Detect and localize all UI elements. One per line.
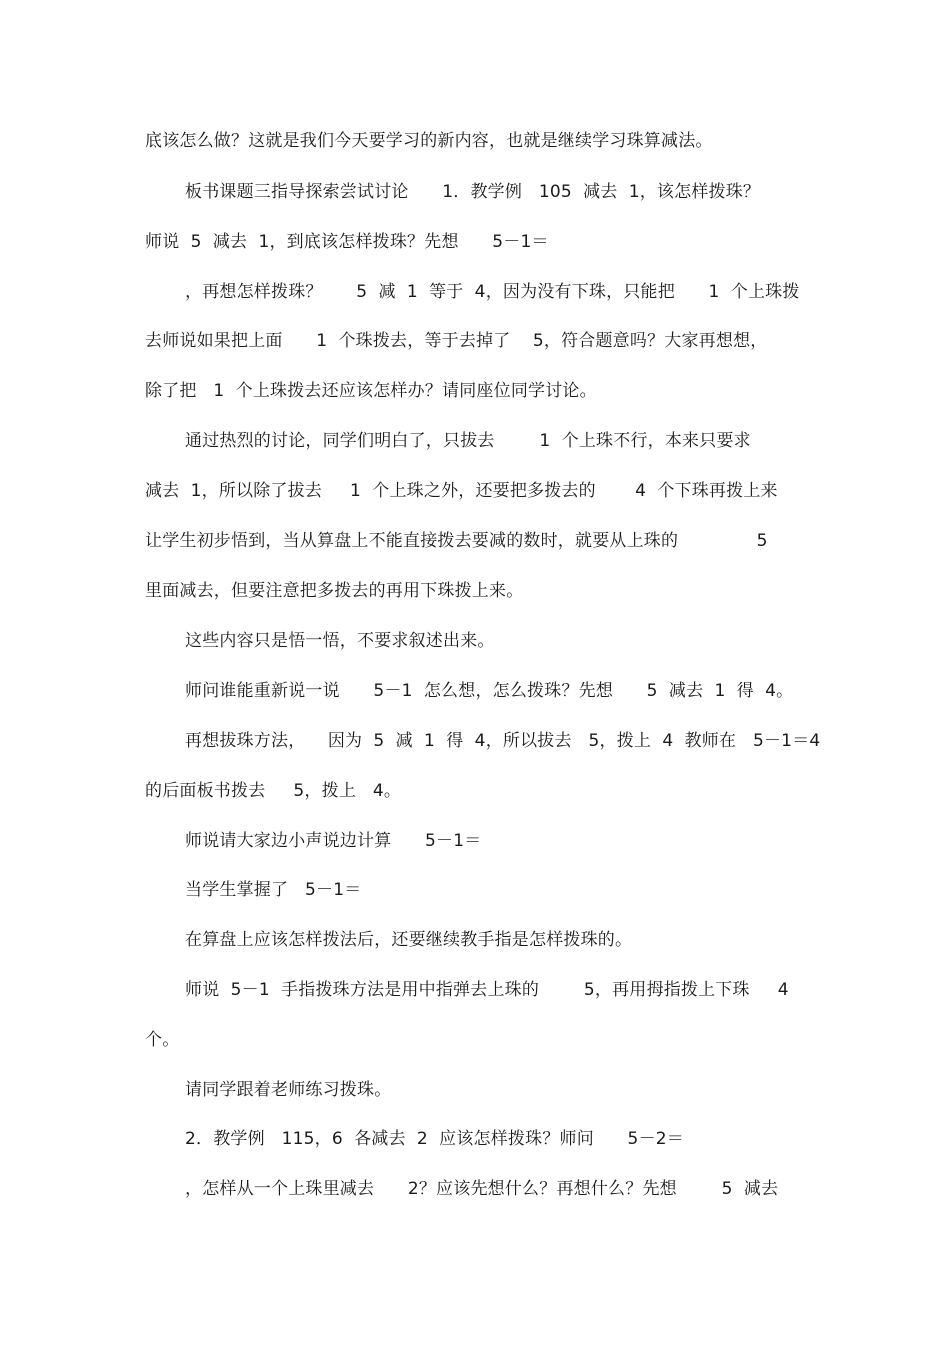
text-line-16: 当学生掌握了 5－1＝	[185, 880, 362, 900]
text-line-18: 师说 5－1 手指拨珠方法是用中指弹去上珠的 5，再用拇指拨上下珠 4	[185, 980, 789, 1000]
text-line-22: ，怎样从一个上珠里减去 2？应该先想什么？再想什么？先想 5 减去	[185, 1179, 779, 1199]
text-line-2: 板书课题三指导探索尝试讨论 1．教学例 105 减去 1，该怎样拨珠？	[185, 182, 761, 202]
text-line-5: 去师说如果把上面 1 个珠拨去，等于去掉了 5，符合题意吗？大家再想想，	[145, 331, 768, 351]
text-line-4: ，再想怎样拨珠？ 5 减 1 等于 4，因为没有下珠，只能把 1 个上珠拨	[185, 282, 800, 302]
text-line-9: 让学生初步悟到，当从算盘上不能直接拨去要减的数时，就要从上珠的 5	[145, 531, 768, 551]
text-line-10: 里面减去，但要注意把多拨去的再用下珠拨上来。	[145, 581, 524, 601]
text-line-12: 师问谁能重新说一说 5－1 怎么想，怎么拨珠？先想 5 减去 1 得 4。	[185, 681, 794, 701]
text-line-19: 个。	[145, 1030, 180, 1050]
text-line-11: 这些内容只是悟一悟，不要求叙述出来。	[185, 631, 495, 651]
text-line-1: 底该怎么做？这就是我们今天要学习的新内容，也就是继续学习珠算减法。	[145, 131, 713, 151]
text-line-21: 2．教学例 115，6 各减去 2 应该怎样拨珠？师问 5－2＝	[185, 1129, 684, 1149]
text-line-7: 通过热烈的讨论，同学们明白了，只拔去 1 个上珠不行，本来只要求	[185, 431, 751, 451]
text-line-8: 减去 1，所以除了拔去 1 个上珠之外，还要把多拨去的 4 个下珠再拨上来	[145, 481, 778, 501]
text-line-14: 的后面板书拨去 5，拨上 4。	[145, 781, 402, 801]
text-line-15: 师说请大家边小声说边计算 5－1＝	[185, 831, 482, 851]
text-line-20: 请同学跟着老师练习拨珠。	[185, 1080, 392, 1100]
text-line-6: 除了把 1 个上珠拨去还应该怎样办？请同座位同学讨论。	[145, 381, 597, 401]
text-line-3: 师说 5 减去 1，到底该怎样拨珠？先想 5－1＝	[145, 232, 549, 252]
text-line-17: 在算盘上应该怎样拨法后，还要继续教手指是怎样拨珠的。	[185, 930, 633, 950]
text-line-13: 再想拔珠方法， 因为 5 减 1 得 4，所以拔去 5，拨上 4 教师在 5－1＝4	[185, 731, 821, 751]
